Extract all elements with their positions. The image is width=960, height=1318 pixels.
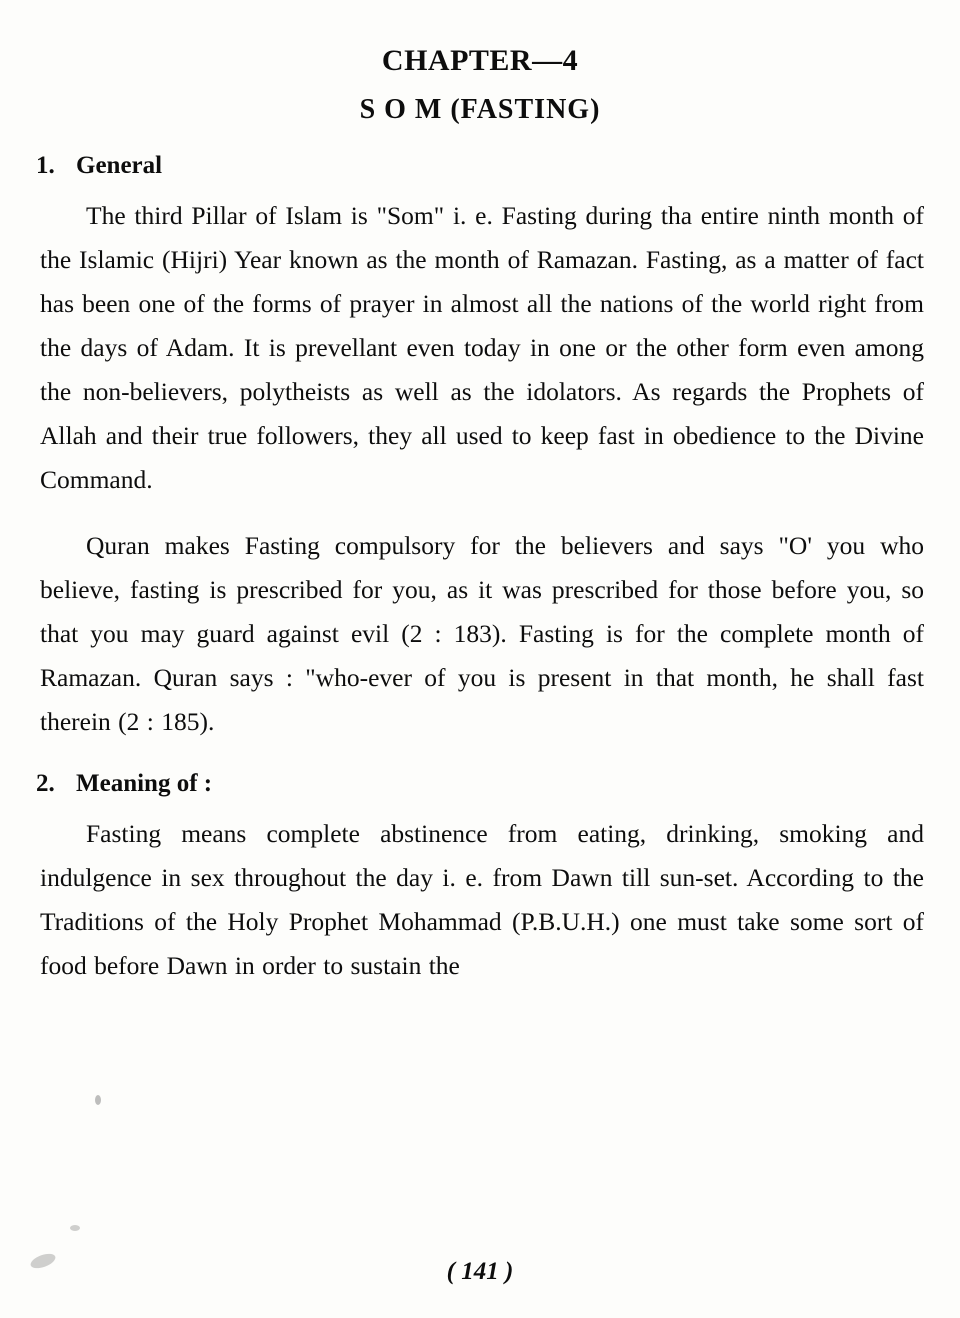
section-number-1: 1. xyxy=(36,152,55,179)
ink-speck-icon xyxy=(70,1225,80,1231)
section-title-2: Meaning of : xyxy=(76,770,213,797)
paragraph-general-2: Quran makes Fasting compulsory for the believers and says "O' you who believe, fasting is prescribed for you, as it was prescribed for those before you, so that you may guard against evil (2 : 183). Fasting is for the complete month of Ramazan. Quran says : "who-ever of you is present in that month, he shall fast therein (2 : 185). xyxy=(40,531,924,736)
ink-mark-icon xyxy=(95,1095,101,1105)
section-heading-general xyxy=(36,152,932,180)
section-heading-meaning xyxy=(36,770,932,798)
paragraph-meaning-1: Fasting means complete abstinence from eating, drinking, smoking and indulgence in sex throughout the day i. e. from Dawn till sun-set. According to the Traditions of the Holy Prophet Mohammad (P.B.U.H.) one must take some sort of food before Dawn in order to sustain the xyxy=(40,819,924,980)
paragraph-general-1: The third Pillar of Islam is "Som" i. e. Fasting during tha entire ninth month of the Islamic (Hijri) Year known as the month of Ramazan. Fasting, as a matter of fact has been one of the forms of prayer in almost all the nations of the world right from the days of Adam. It is prevellant even today in one or the other form even among the non-believers, polytheists as well as the idolators. As regards the Prophets of Allah and their true followers, they all used to keep fast in obedience to the Divine Command. xyxy=(40,201,924,494)
page-number: ( 141 ) xyxy=(446,1258,514,1285)
section-title-1: General xyxy=(76,152,163,179)
chapter-label: CHAPTER—4 xyxy=(381,44,579,77)
chapter-title: S O M (FASTING) xyxy=(359,94,601,125)
section-number-2: 2. xyxy=(36,770,55,797)
